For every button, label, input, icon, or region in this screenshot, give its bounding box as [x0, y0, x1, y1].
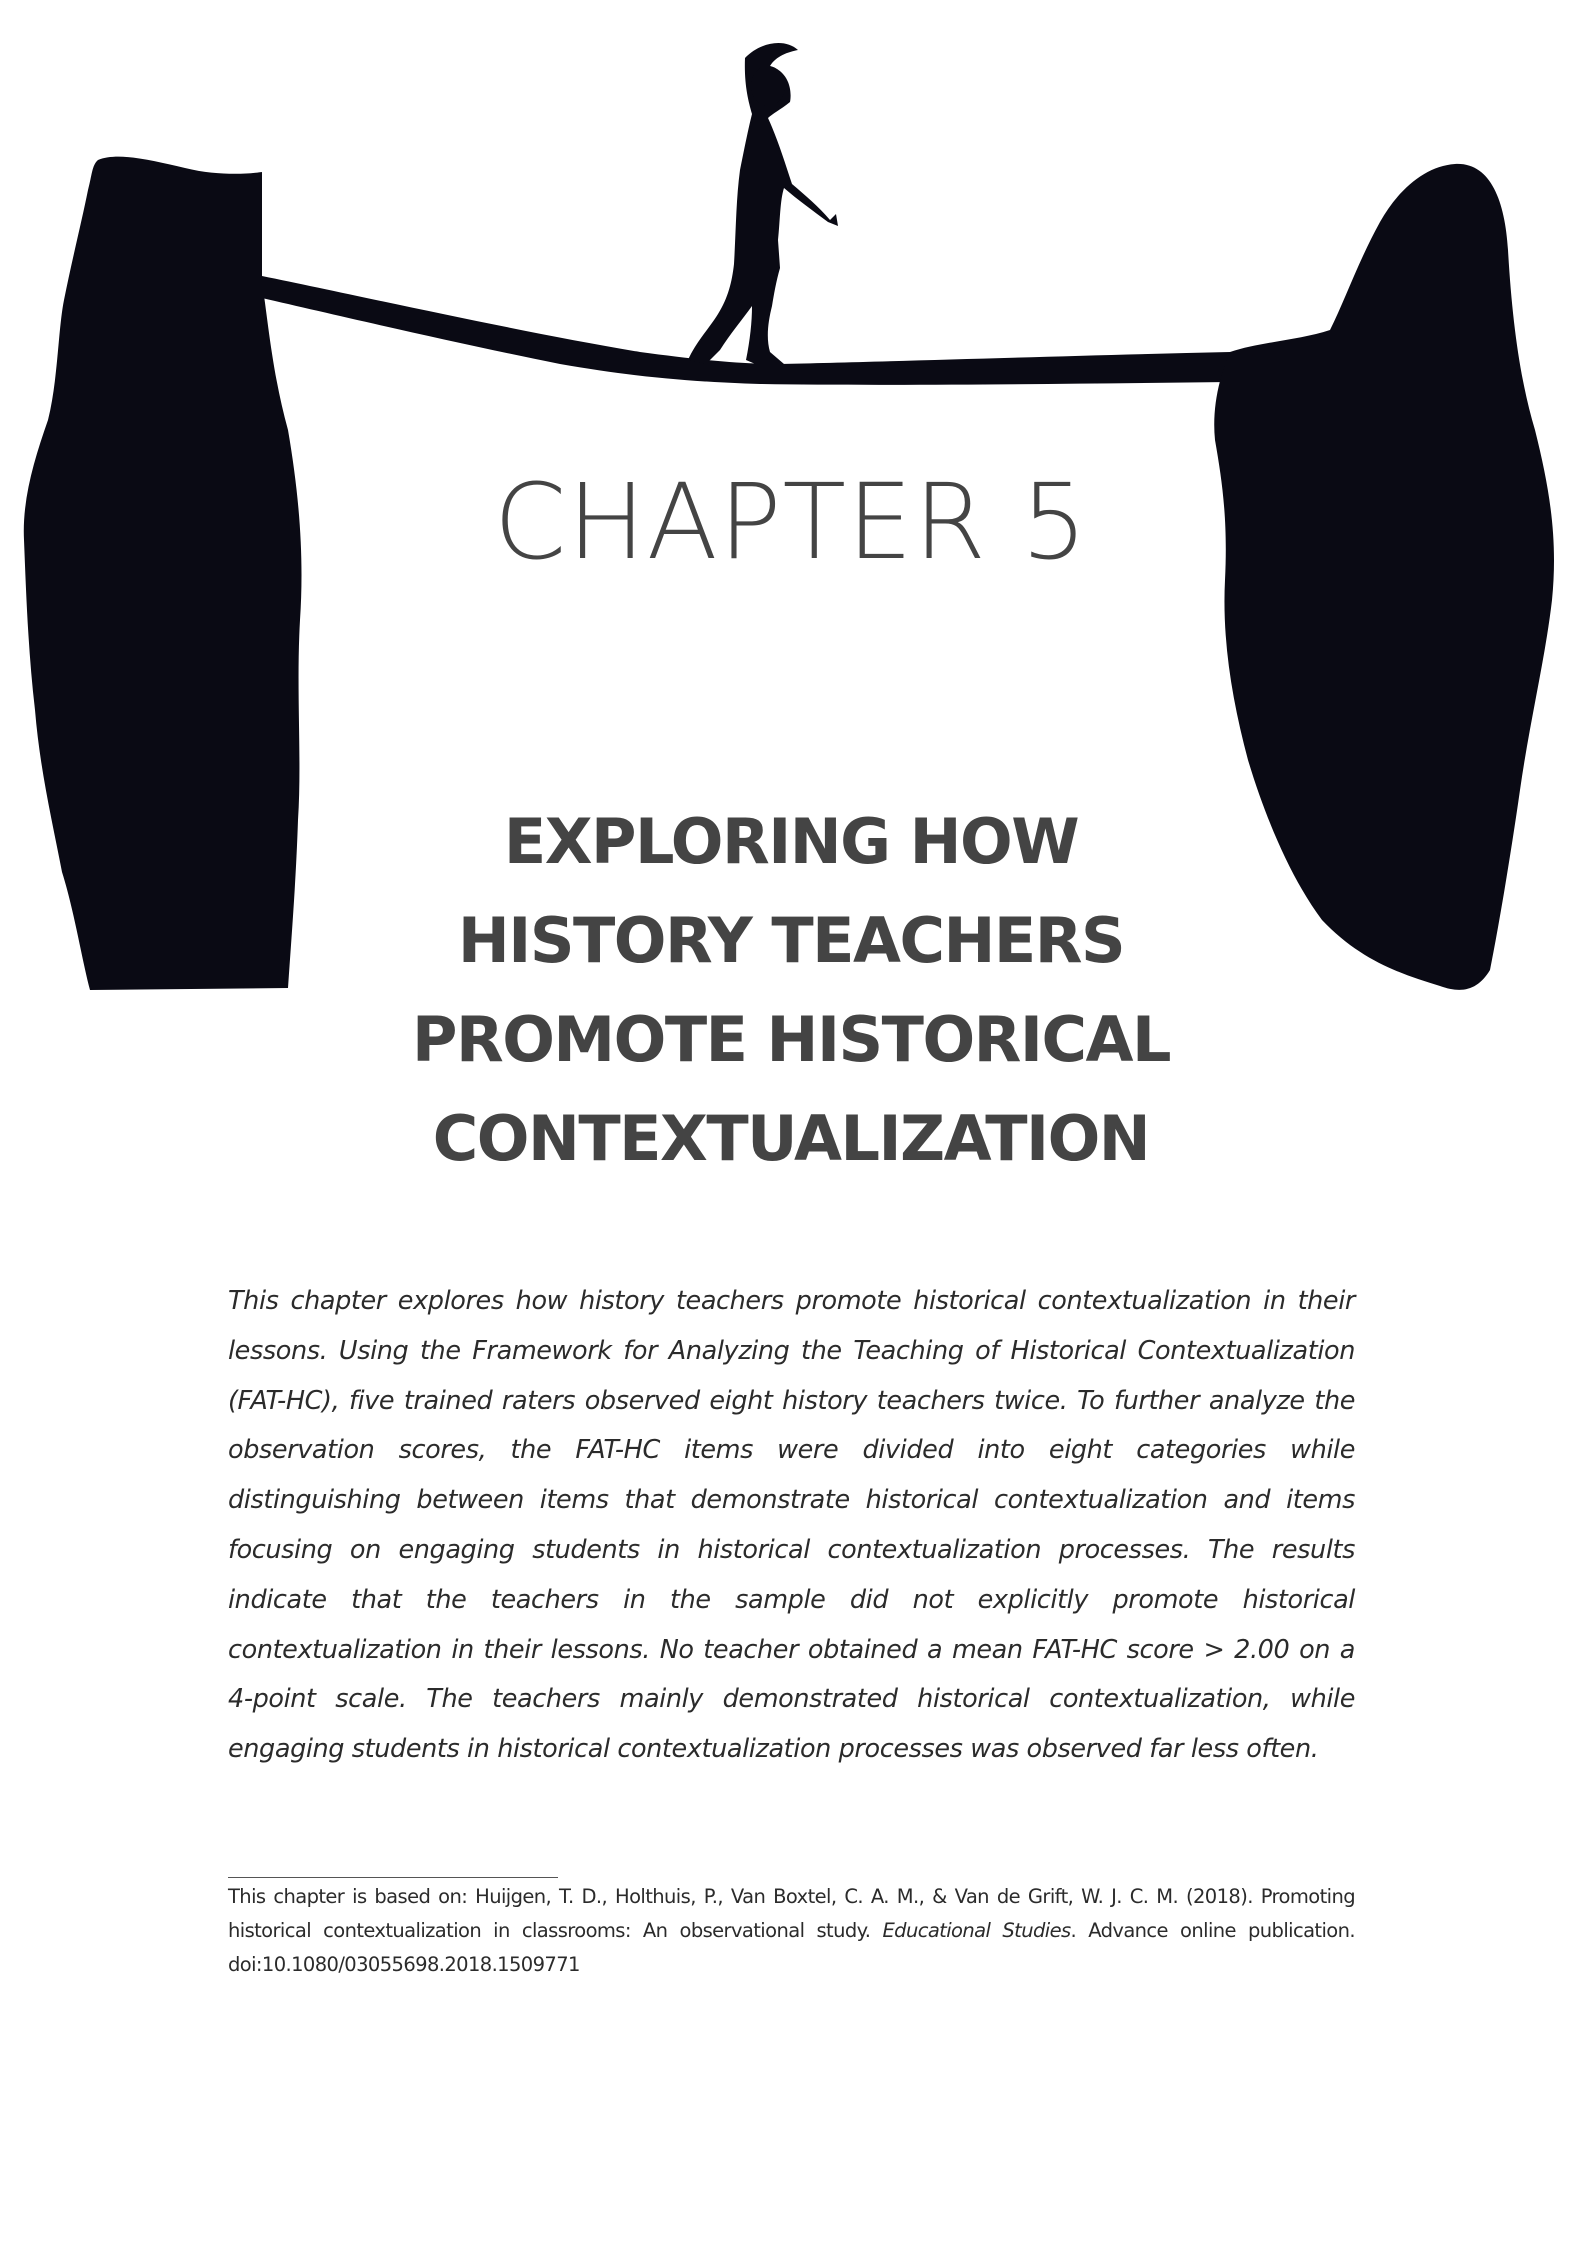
chapter-title-line: PROMOTE HISTORICAL — [412, 1003, 1170, 1076]
walker-figure-silhouette — [688, 43, 838, 366]
footnote-citation-text: This chapter is based on: Huijgen, T. D., Holthuis, P., Van Boxtel, C. A. M., & Van de Grift, W. J. C. M. (2018). Promoting historical contextualization in classrooms: An observational study. — [228, 1885, 1355, 1942]
chapter-abstract: This chapter explores how history teachers promote historical contextualization in their lessons. Using the Framework for Analyzing the Teaching of Historical Contextualization (FAT-HC), five trained raters observed eight history teachers twice. To further analyze the observation scores, the FAT-HC items were divided into eight categories while distinguishing between items that demonstrate historical contextualization and items focusing on engaging students in historical contextualization processes. The results indicate that the teachers in the sample did not explicitly promote historical contextualization in their lessons. No teacher obtained a mean FAT-HC score > 2.00 on a 4-point scale. The teachers mainly demonstrated historical contextualization, while engaging students in historical contextualization processes was observed far less often. — [228, 1286, 1355, 1765]
footnote-publication-info: . Advance online publication. doi:10.1080/03055698.2018.1509771 — [228, 1919, 1355, 1976]
chapter-title-line: CONTEXTUALIZATION — [432, 1102, 1150, 1175]
chapter-title-line: HISTORY TEACHERS — [457, 904, 1125, 977]
footnote-journal-name: Educational Studies — [882, 1919, 1071, 1942]
chapter-title — [391, 792, 1191, 1188]
right-cliff-silhouette — [1214, 164, 1554, 990]
footnote — [228, 1880, 1355, 1982]
footnote-divider — [228, 1877, 558, 1878]
chapter-title-line: EXPLORING HOW — [503, 805, 1079, 878]
chapter-number: CHAPTER 5 — [493, 461, 1089, 583]
